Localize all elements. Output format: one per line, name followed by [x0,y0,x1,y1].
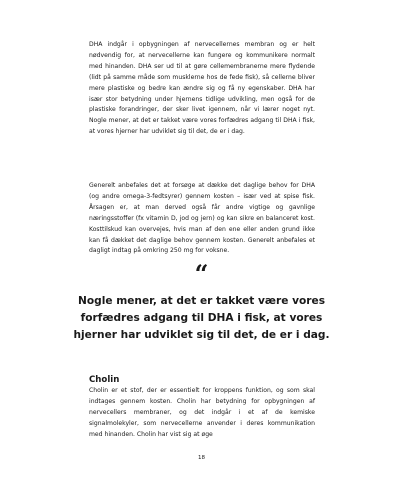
paragraph-dha-recommendation: Generelt anbefales det at forsøge at dække det daglige behov for DHA (og andre omega-3-fedtsyrer) gennem kosten – især ved at spise fisk. Årsagen er, at man derved også får andre vigtige og gavnlige næringsstoffer (fx vitamin D, jod og jern) og kan sikre en balanceret kost. Kosttilskud kan overvejes, hvis man af den ene eller anden grund ikke kan få dækket det daglige behov gennem kosten. Generelt anbefales et dagligt indtag på omkring 250 mg for voksne. [89,182,315,255]
section-heading-cholin: Cholin [89,375,120,385]
paragraph-dha-intro: DHA indgår i opbygningen af nervecellernes membran og er helt nødvendig for, at nervecellerne kan fungere og kommunikere normalt med hinanden. DHA ser ud til at gøre cellemembranerne mere flydende (lidt på samme måde som musklerne hos de fede fisk), så cellerne bliver mere plastiske og bedre kan ændre sig og få ny egenskaber. DHA har især stor betydning under hjernens tidlige udvikling, men også for de plastiske forandringer, der sker livet igennem, når vi lærer noget nyt. Nogle mener, at det er takket være vores forfædres adgang til DHA i fisk, at vores hjerner har udviklet sig til det, de er i dag. [89,41,315,136]
quote-mark-icon: “ [194,259,209,288]
paragraph-cholin: Cholin er et stof, der er essentielt for kroppens funktion, og som skal indtages gennem kosten. Cholin har betydning for opbygningen af nervecellers membraner, og det indgår i et af de kemiske signalmolekyler, som nervecellerne anvender i deres kommunikation med hinanden. Cholin har vist sig at øge [89,387,315,438]
page-number: 18 [198,455,205,461]
pull-quote: Nogle mener, at det er takket være vores forfædres adgang til DHA i fisk, at vores hjerner har udviklet sig til det, de er i dag. [73,295,330,342]
